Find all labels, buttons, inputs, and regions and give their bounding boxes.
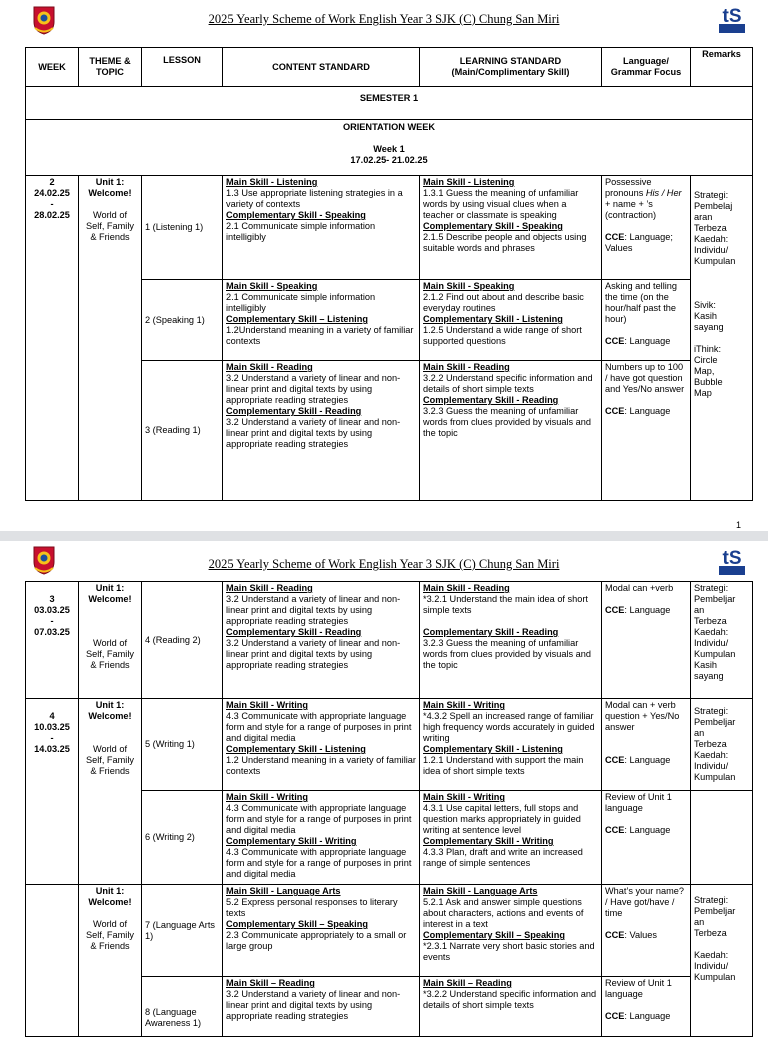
language-focus-cell: Asking and telling the time (on the hour/half past the hour) CCE: Language <box>602 280 691 361</box>
lesson-cell: 7 (Language Arts 1) <box>142 885 223 977</box>
svg-text:tS: tS <box>722 548 742 569</box>
lesson-cell: 6 (Writing 2) <box>142 791 223 885</box>
language-header: Language/ Grammar Focus <box>602 48 691 87</box>
week-4-cell: 4 10.03.25 - 14.03.25 <box>26 699 79 885</box>
week-header: WEEK <box>26 48 79 87</box>
ts-logo <box>718 2 746 34</box>
content-standard-cell: Main Skill - Writing 4.3 Communicate with appropriate language form and style for a range of purposes in print and digital media Complementary Skill - Listening 1.2 Understand meaning in a variety of familiar contexts <box>223 699 420 791</box>
document-title: 2025 Yearly Scheme of Work English Year 3 SJK (C) Chung San Miri <box>208 557 560 571</box>
table-row <box>26 176 753 280</box>
lesson-cell: 5 (Writing 1) <box>142 699 223 791</box>
page-number: 1 <box>735 520 741 530</box>
week-3-theme: Unit 1: Welcome! World of Self, Family & Friends <box>79 582 142 699</box>
learning-standard-cell: Main Skill - Speaking 2.1.2 Find out about and describe basic everyday routines Complementary Skill - Listening 1.2.5 Understand a wide range of short supported questions <box>420 280 602 361</box>
remarks-cell <box>691 791 753 885</box>
content-standard-cell: Main Skill - Reading 3.2 Understand a variety of linear and non-linear print and digital texts by using appropriate reading strategies Complementary Skill - Reading 3.2 Understand a variety of linear and non-linear print and digital texts by using appropriate reading strategies <box>223 582 420 699</box>
lesson-cell: 4 (Reading 2) <box>142 582 223 699</box>
page-2 <box>0 541 768 1028</box>
table-row <box>26 582 753 699</box>
content-standard-cell: Main Skill - Listening 1.3 Use appropriate listening strategies in a variety of contexts Complementary Skill - Speaking 2.1 Communicate simple information intelligibly <box>223 176 420 280</box>
lesson-cell: 1 (Listening 1) <box>142 176 223 280</box>
semester-row <box>26 87 753 120</box>
week-3-cell: 3 03.03.25 - 07.03.25 <box>26 582 79 699</box>
learning-standard-header: LEARNING STANDARD (Main/Complimentary Skill) <box>420 48 602 87</box>
table-row <box>26 699 753 791</box>
week-5-theme: Unit 1: Welcome! World of Self, Family & Friends <box>79 885 142 1037</box>
ts-logo <box>718 544 746 576</box>
week-5-remarks: Strategi: Pembeljar an Terbeza Kaedah: Individu/ Kumpulan <box>691 885 753 1037</box>
theme-header: THEME & TOPIC <box>79 48 142 87</box>
lesson-header: LESSON <box>142 48 223 87</box>
lesson-cell: 2 (Speaking 1) <box>142 280 223 361</box>
svg-text:tS: tS <box>722 6 742 27</box>
language-focus-cell: What’s your name? / Have got/have / time CCE: Values <box>602 885 691 977</box>
document-title: 2025 Yearly Scheme of Work English Year 3 SJK (C) Chung San Miri <box>208 12 560 26</box>
content-standard-cell: Main Skill - Language Arts 5.2 Express personal responses to literary texts Complementary Skill – Speaking 2.3 Communicate appropriately to a small or large group <box>223 885 420 977</box>
remarks-header: Remarks <box>691 48 753 87</box>
language-focus-cell: Modal can + verb question + Yes/No answer CCE: Language <box>602 699 691 791</box>
semester-label: SEMESTER 1 <box>26 87 753 120</box>
orientation-row <box>26 120 753 176</box>
lesson-cell: 3 (Reading 1) <box>142 361 223 501</box>
content-standard-cell: Main Skill - Reading 3.2 Understand a variety of linear and non-linear print and digital texts by using appropriate reading strategies Complementary Skill - Reading 3.2 Understand a variety of linear and non-linear print and digital texts by using appropriate reading strategies <box>223 361 420 501</box>
language-focus-cell: Modal can +verb CCE: Language <box>602 582 691 699</box>
table-row <box>26 885 753 977</box>
learning-standard-cell: Main Skill - Writing 4.3.1 Use capital letters, full stops and question marks appropriately in guided writing at sentence level Complementary Skill - Writing 4.3.3 Plan, draft and write an increased range of simple sentences <box>420 791 602 885</box>
content-standard-cell: Main Skill - Writing 4.3 Communicate with appropriate language form and style for a range of purposes in print and digital media Complementary Skill - Writing 4.3 Communicate with appropriate language form and style for a range of purposes in print and digital media <box>223 791 420 885</box>
content-standard-cell: Main Skill – Reading 3.2 Understand a variety of linear and non-linear print and digital texts by using appropriate reading strategies <box>223 977 420 1037</box>
week-2-remarks: Strategi: Pembelaj aran Terbeza Kaedah: Individu/ Kumpulan Sivik: Kasih sayang iThink: Circle Map, Bubble Map <box>691 176 753 501</box>
week-3-remarks: Strategi: Pembeljar an Terbeza Kaedah: Individu/ Kumpulan Kasih sayang <box>691 582 753 699</box>
header-row <box>26 48 753 87</box>
scheme-table-page-2 <box>25 581 753 1037</box>
learning-standard-cell: Main Skill - Reading 3.2.2 Understand specific information and details of short simple texts Complementary Skill - Reading 3.2.3 Guess the meaning of unfamiliar words from clues provided by visuals and the topic <box>420 361 602 501</box>
lesson-cell: 8 (Language Awareness 1) <box>142 977 223 1037</box>
learning-standard-cell: Main Skill - Writing *4.3.2 Spell an increased range of familiar high frequency words accurately in guided writing Complementary Skill - Listening 1.2.1 Understand with support the main idea of short simple texts <box>420 699 602 791</box>
language-focus-cell: Possessive pronouns His / Her + name + ’s (contraction) CCE: Language; Values <box>602 176 691 280</box>
learning-standard-cell: Main Skill - Reading *3.2.1 Understand the main idea of short simple texts Complementary Skill - Reading 3.2.3 Guess the meaning of unfamiliar words from clues provided by visuals and the topic <box>420 582 602 699</box>
scheme-table-page-1 <box>25 47 753 501</box>
week-4-remarks: Strategi: Pembeljar an Terbeza Kaedah: Individu/ Kumpulan <box>691 699 753 791</box>
page-separator <box>0 531 768 541</box>
week-4-theme: Unit 1: Welcome! World of Self, Family & Friends <box>79 699 142 885</box>
week-2-theme: Unit 1: Welcome! World of Self, Family & Friends <box>79 176 142 501</box>
language-focus-cell: Numbers up to 100 / have got question and Yes/No answer CCE: Language <box>602 361 691 501</box>
language-focus-cell: Review of Unit 1 language CCE: Language <box>602 791 691 885</box>
content-standard-cell: Main Skill - Speaking 2.1 Communicate simple information intelligibly Complementary Skill – Listening 1.2Understand meaning in a variety of familiar contexts <box>223 280 420 361</box>
week-2-cell: 2 24.02.25 - 28.02.25 <box>26 176 79 501</box>
week-5-cell <box>26 885 79 1037</box>
orientation-week: ORIENTATION WEEK Week 1 17.02.25- 21.02.25 <box>26 120 753 176</box>
language-focus-cell: Review of Unit 1 language CCE: Language <box>602 977 691 1037</box>
learning-standard-cell: Main Skill - Listening 1.3.1 Guess the meaning of unfamiliar words by using visual clues when a teacher or classmate is speaking Complementary Skill - Speaking 2.1.5 Describe people and objects using suitable words and phrases <box>420 176 602 280</box>
content-standard-header: CONTENT STANDARD <box>223 48 420 87</box>
learning-standard-cell: Main Skill - Language Arts 5.2.1 Ask and answer simple questions about characters, actions and events of interest in a text Complementary Skill – Speaking *2.3.1 Narrate very short basic stories and events <box>420 885 602 977</box>
learning-standard-cell: Main Skill – Reading *3.2.2 Understand specific information and details of short simple texts <box>420 977 602 1037</box>
